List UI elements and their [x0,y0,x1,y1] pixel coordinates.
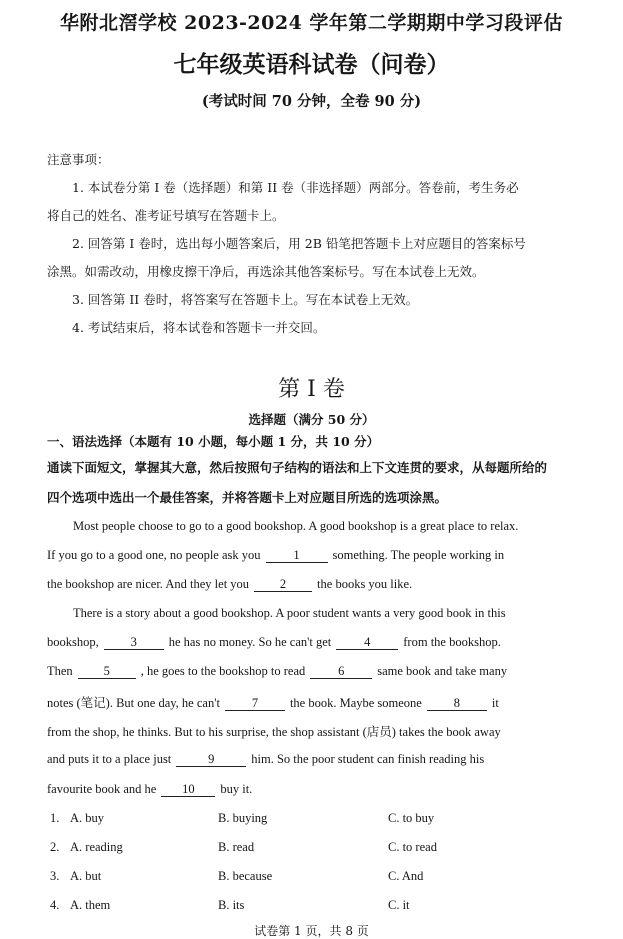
blank-1: 1 [266,549,328,563]
page-footer: 试卷第 1 页，共 8 页 [254,924,369,938]
volume-subtitle: 选择题（满分 50 分） [248,412,375,427]
passage-text: , he goes to the bookshop to read [140,664,306,678]
note-line: 涂黑。如需改动，用橡皮擦干净后，再选涂其他答案标号。写在本试卷上无效。 [47,264,485,279]
passage-line [47,752,484,767]
passage-line: Most people choose to go to a good bookshop. A good bookshop is a great place to relax. [73,519,519,533]
passage-text: buy it. [220,782,253,796]
passage-line [47,548,504,563]
school-term-title: 华附北滘学校 2023-2024 学年第二学期期中学习段评估 [60,12,563,34]
passage-line [47,664,507,679]
passage-text: he has no money. So he can't get [168,635,332,649]
passage-text: him. So the poor student can finish reading his [251,752,485,766]
passage-line [47,782,252,797]
option-b: B. its [218,898,245,912]
passage-text: and puts it to a place just [47,752,172,766]
option-a: A. reading [70,840,123,854]
exam-info: (考试时间 70 分钟，全卷 90 分) [201,93,422,110]
volume-title: 第 I 卷 [278,377,345,402]
option-a: A. but [70,869,102,883]
blank-7: 7 [225,697,285,711]
passage-line [47,577,412,592]
question-number: 2. [50,840,60,854]
blank-4: 4 [336,636,398,650]
section-instruction: 四个选项中选出一个最佳答案，并将答题卡上对应题目所选的选项涂黑。 [47,490,448,505]
passage-text: the book. Maybe someone [289,696,422,710]
section-instruction: 通读下面短文，掌握其大意，然后按照句子结构的语法和上下文连贯的要求，从每题所给的 [47,460,548,475]
option-c: C. to buy [388,811,435,825]
question-number: 3. [50,869,60,883]
passage-text: same book and take many [377,664,508,678]
passage-text: notes (笔记). But one day, he can't [47,696,220,710]
option-c: C. And [388,869,424,883]
passage-text: from the bookshop. [403,635,501,649]
paper-title: 七年级英语科试卷（问卷） [173,51,450,78]
passage-line: There is a story about a good bookshop. A poor student wants a very good book in this [73,606,506,620]
option-c: C. it [388,898,410,912]
note-line: 1. 本试卷分第 I 卷（选择题）和第 II 卷（非选择题）两部分。答卷前，考生务必 [72,180,519,195]
passage-text: favourite book and he [47,782,157,796]
passage-line [47,635,501,650]
note-line: 4. 考试结束后，将本试卷和答题卡一并交回。 [72,320,326,335]
question-number: 1. [50,811,60,825]
option-b: B. because [218,869,273,883]
passage-text: If you go to a good one, no people ask you [47,548,261,562]
option-a: A. buy [70,811,105,825]
blank-5: 5 [78,665,136,679]
blank-6: 6 [310,665,372,679]
passage-text: bookshop, [47,635,99,649]
option-c: C. to read [388,840,437,854]
passage-text: something. The people working in [332,548,505,562]
blank-10: 10 [161,783,215,797]
blank-2: 2 [254,578,312,592]
section-title: 一、语法选择（本题有 10 小题，每小题 1 分，共 10 分） [47,434,380,449]
blank-9: 9 [176,753,246,767]
blank-3: 3 [104,636,164,650]
option-b: B. buying [218,811,268,825]
note-line: 3. 回答第 II 卷时，将答案写在答题卡上。写在本试卷上无效。 [72,292,419,307]
blank-8: 8 [427,697,487,711]
passage-text: the books you like. [317,577,413,591]
passage-line: from the shop, he thinks. But to his surprise, the shop assistant (店员) takes the book away [47,725,501,739]
notes-heading: 注意事项： [47,152,110,167]
note-line: 2. 回答第 I 卷时，选出每小题答案后，用 2B 铅笔把答题卡上对应题目的答案标号 [72,236,526,251]
option-b: B. read [218,840,255,854]
note-line: 将自己的姓名、准考证号填写在答题卡上。 [47,208,285,223]
passage-text: it [491,696,499,710]
question-number: 4. [50,898,60,912]
passage-line [47,693,499,711]
passage-text: Then [47,664,73,678]
option-a: A. them [70,898,111,912]
passage-text: the bookshop are nicer. And they let you [47,577,250,591]
